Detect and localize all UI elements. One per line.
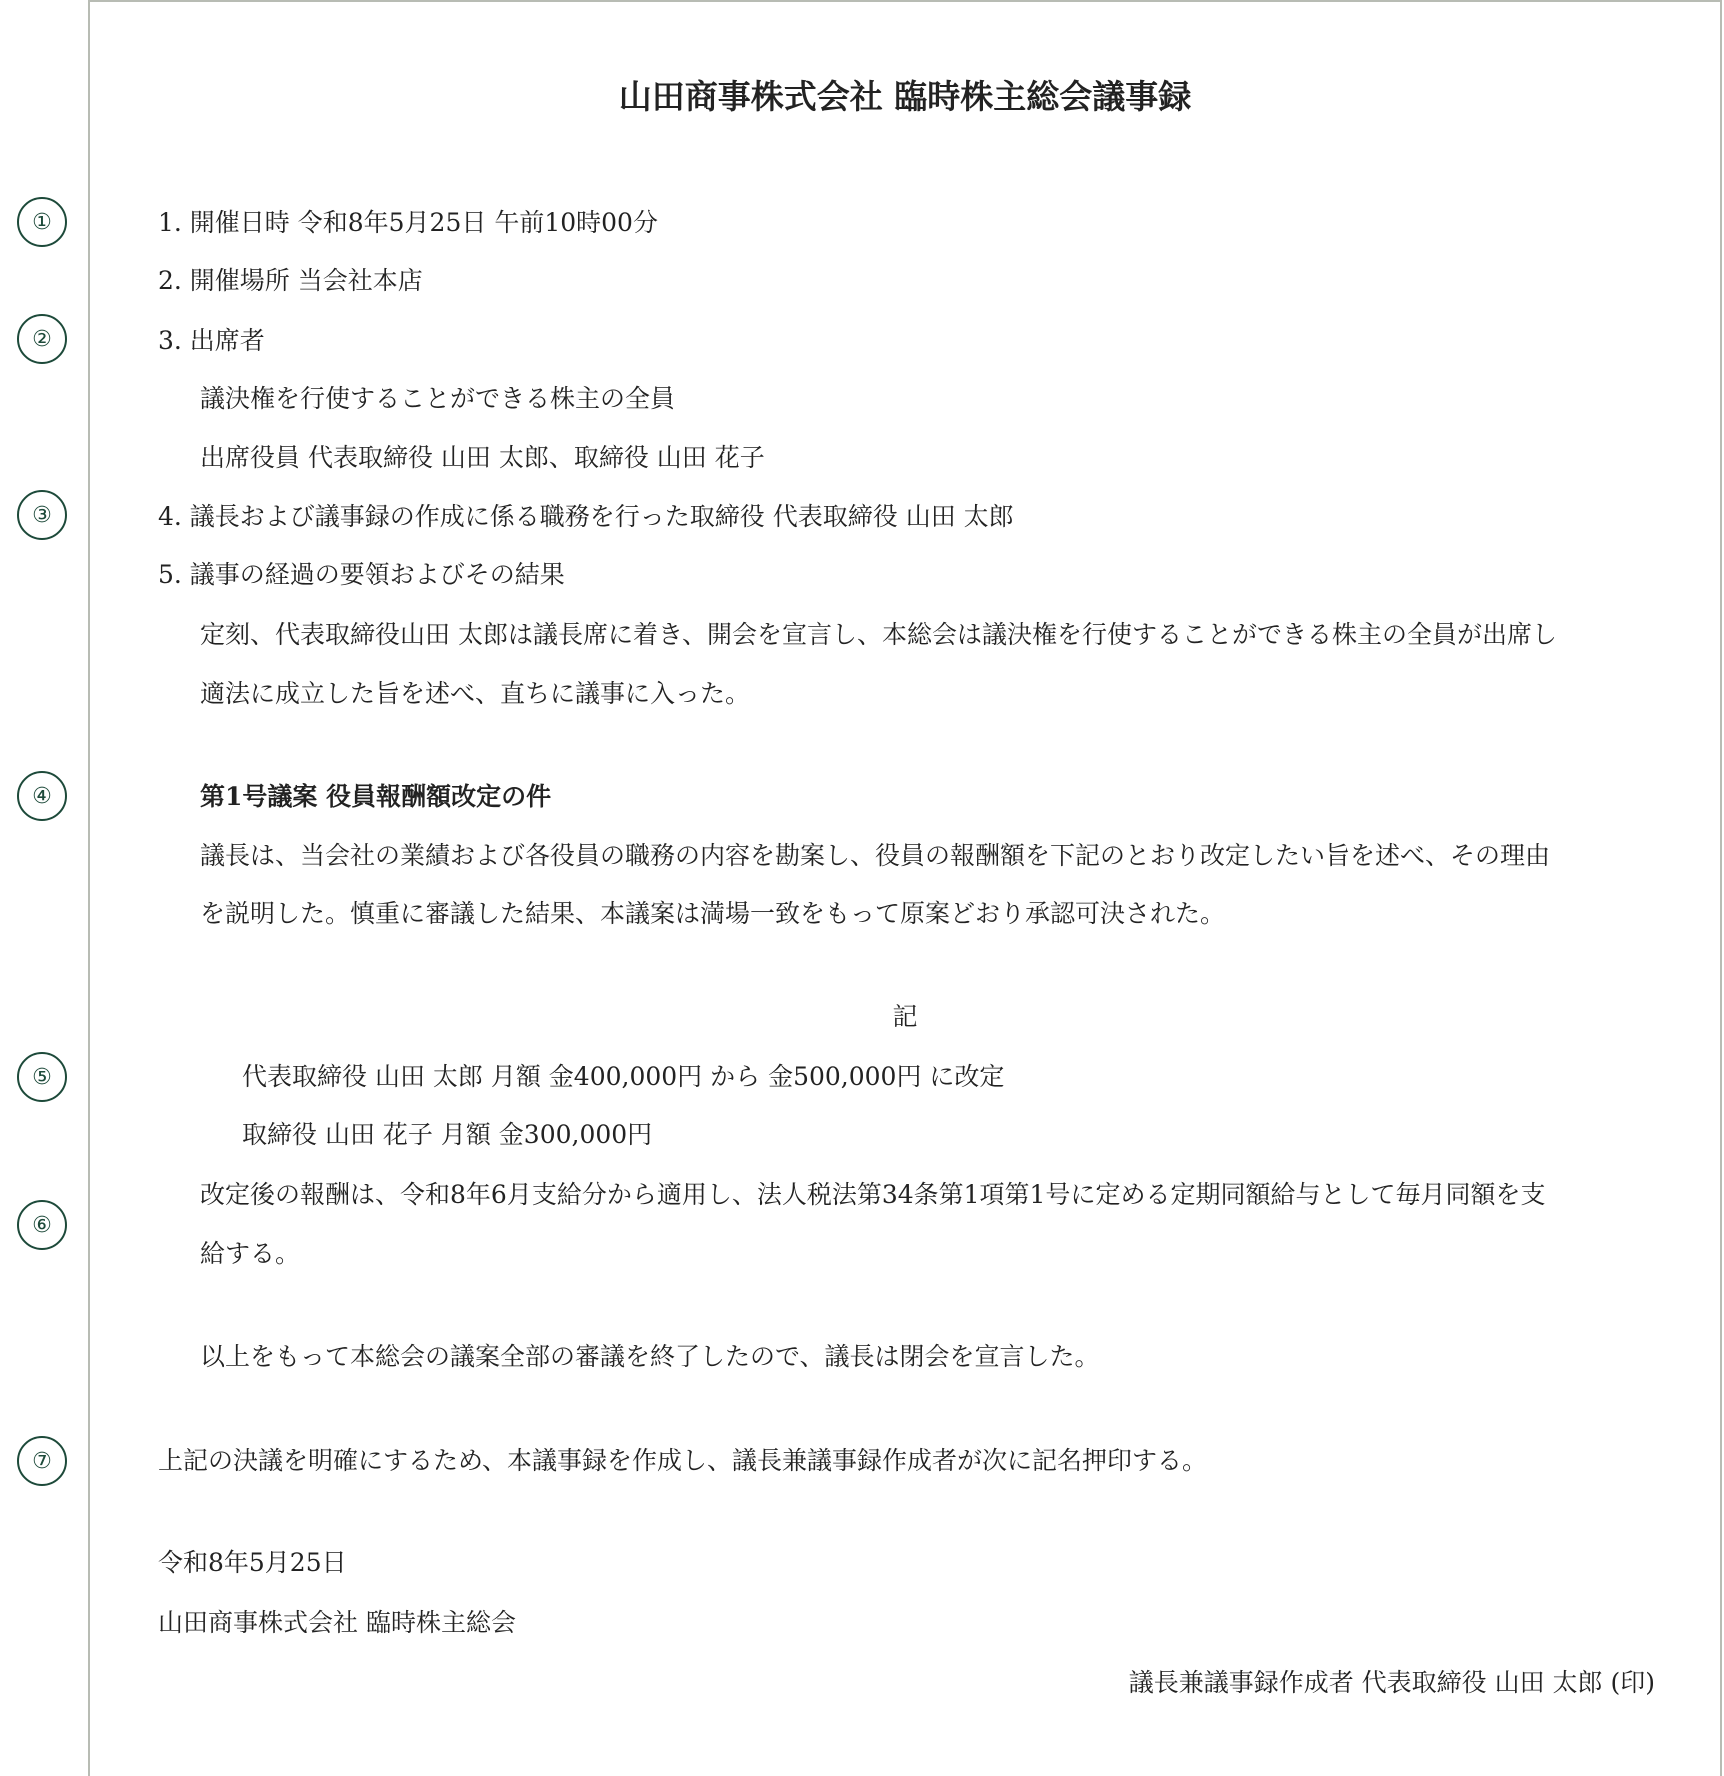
item-date: 1. 開催日時 令和8年5月25日 午前10時00分 bbox=[158, 208, 658, 237]
compensation-line-2: 取締役 山田 花子 月額 金300,000円 bbox=[242, 1120, 653, 1149]
resolution-statement: 上記の決議を明確にするため、本議事録を作成し、議長兼議事録作成者が次に記名押印する。 bbox=[158, 1446, 1208, 1475]
opening-line-2: 適法に成立した旨を述べ、直ちに議事に入った。 bbox=[200, 679, 751, 708]
ki-heading: 記 bbox=[892, 1002, 918, 1031]
marker-1: ① bbox=[17, 197, 67, 247]
attendees-officers: 出席役員 代表取締役 山田 太郎、取締役 山田 花子 bbox=[200, 443, 765, 472]
after-line-1: 改定後の報酬は、令和8年6月支給分から適用し、法人税法第34条第1項第1号に定める定期同額給与として毎月同額を支 bbox=[200, 1180, 1546, 1209]
marker-2: ② bbox=[17, 314, 67, 364]
after-line-2: 給する。 bbox=[200, 1239, 301, 1268]
marker-6: ⑥ bbox=[17, 1200, 67, 1250]
signature-line: 議長兼議事録作成者 代表取締役 山田 太郎 (印) bbox=[1128, 1668, 1655, 1697]
item-attendees: 3. 出席者 bbox=[158, 326, 265, 355]
closing-statement: 以上をもって本総会の議案全部の審議を終了したので、議長は閉会を宣言した。 bbox=[200, 1342, 1100, 1371]
item-chair: 4. 議長および議事録の作成に係る職務を行った取締役 代表取締役 山田 太郎 bbox=[158, 502, 1014, 531]
marker-3: ③ bbox=[17, 490, 67, 540]
attendees-shareholders: 議決権を行使することができる株主の全員 bbox=[200, 384, 676, 413]
proposal-title: 第1号議案 役員報酬額改定の件 bbox=[200, 782, 552, 811]
document-title: 山田商事株式会社 臨時株主総会議事録 bbox=[618, 77, 1192, 116]
proposal-line-1: 議長は、当会社の業績および各役員の職務の内容を勘案し、役員の報酬額を下記のとおり改定したい旨を述べ、その理由 bbox=[200, 841, 1551, 870]
item-place: 2. 開催場所 当会社本店 bbox=[158, 266, 423, 295]
compensation-line-1: 代表取締役 山田 太郎 月額 金400,000円 から 金500,000円 に改定 bbox=[242, 1062, 1005, 1091]
opening-line-1: 定刻、代表取締役山田 太郎は議長席に着き、開会を宣言し、本総会は議決権を行使することができる株主の全員が出席し bbox=[200, 620, 1557, 649]
marker-7: ⑦ bbox=[17, 1436, 67, 1486]
marker-5: ⑤ bbox=[17, 1052, 67, 1102]
item-proceedings: 5. 議事の経過の要領およびその結果 bbox=[158, 560, 565, 589]
proposal-line-2: を説明した。慎重に審議した結果、本議案は満場一致をもって原案どおり承認可決された。 bbox=[200, 899, 1226, 928]
document-date: 令和8年5月25日 bbox=[158, 1548, 347, 1577]
marker-4: ④ bbox=[17, 771, 67, 821]
company-meeting: 山田商事株式会社 臨時株主総会 bbox=[158, 1608, 516, 1637]
